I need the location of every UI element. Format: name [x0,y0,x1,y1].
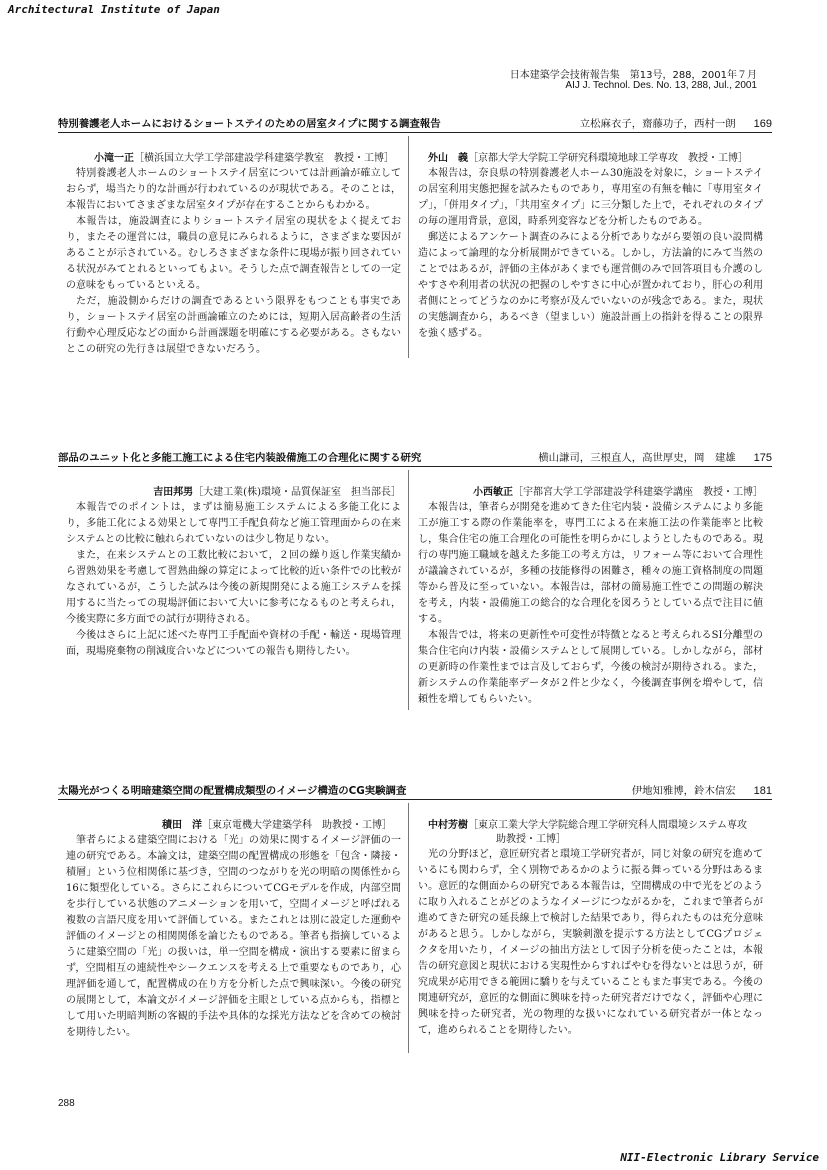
review-paragraph: 本報告では，将来の更新性や可変性が特徴となると考えられるSI分離型の集合住宅向け内装・設備システムとして展開している。しかしながら，部材の更新時の作業性までは言及しておらず，今後の検討が期待される。また，新システムの作業能率データが２件と少なく，今後調査事例を増やして，信頼性を増してもらいたい。 [418,630,763,705]
title-rule [58,132,772,133]
article-title: 太陽光がつくる明暗建築空間の配置構成類型のイメージ構造のCG実験調査 [58,785,407,797]
review-right [418,819,763,1039]
article-page: 169 [753,118,772,130]
review-paragraph: 本報告は，施設調査によりショートステイ居室の現状をよく捉えており，またその運営には，職員の意見にみられるように，さまざまな要因があることが示されている。むしろさまざまな条件に現場が振り回されている状況がみてとれるといってもよい。そうした点で調査報告としての一定の意味をもっているといえる。 [66,216,401,291]
journal-citation-en: AIJ J. Technol. Des. No. 13, 288, Jul., 2001 [565,80,757,91]
review-paragraph: 郵送によるアンケート調査のみによる分析でありながら要領の良い設問構造によって論理的な分析展開ができている。しかし，方法論的にみて当然のことではあるが，評価の主体があくまでも運営側のみで回答項目も介護のしやすさや利用者の状況の把握のしやすさに中心が置かれており，肝心の利用者側にとってどうなのかに考察が及んでいないのが残念である。また，現状の実態調査から，あるべき（望ましい）施設計画上の指針を得ることの限界を強く感ずる。 [418,232,763,339]
column-divider [408,136,409,358]
reviewer-affiliation: ［東京工業大学大学院総合理工学研究科人間環境システム専攻 [468,820,747,831]
review-paragraph: 今後はさらに上記に述べた専門工手配面や資材の手配・輸送・現場管理面，現場廃棄物の削減度合いなどについての報告も期待したい。 [66,630,401,657]
reviewer-affiliation: ［大建工業(株)環境・品質保証室 担当部長］ [193,487,401,498]
article-authors: 立松麻衣子，齋藤功子，西村一朗 [579,118,736,130]
reviewer-name: 吉田邦男 [153,487,194,498]
review-paragraph: 本報告は，奈良県の特別養護老人ホーム30施設を対象に，ショートステイの居室利用実態把握を試みたものであり，専用室の有無を軸に「専用室タイプ」，「併用タイプ」，「共用室タイプ」に三分類した上で，それぞれのタイプの毎の運用背景，意図，時系列変容などを分析したものである。 [418,168,763,227]
publisher-header: Architectural Institute of Japan [8,3,220,16]
article-title: 特別養護老人ホームにおけるショートステイのための居室タイプに関する調査報告 [58,118,441,130]
review-paragraph: 本報告でのポイントは，まずは簡易施工システムによる多能工化により，多能工化による効果として専門工手配負荷など施工管理面からの在来システムとの比較に触れられていないのは少し物足りない。 [66,502,401,545]
column-divider [408,470,409,710]
page-number: 288 [58,1098,75,1109]
footer-service: NII-Electronic Library Service [620,1151,819,1164]
review-paragraph: 筆者らによる建築空間における「光」の効果に関するイメージ評価の一連の研究である。本論文は，建築空間の配置構成の形態を「包含・隣接・積層」という位相関係に基づき，空間のつながりを光の明暗の関係性から16に類型化している。さらにこれらについてCGモデルを作成，内部空間を歩行している状態のアニメーションを用いて，空間イメージと呼ばれる複数の言語尺度を用いて評価している。またこれとは別に設定した運動や評価のイメージとの相関関係を論じたものである。筆者も指摘しているように建築空間の「光」の扱いは，単一空間を構成・演出する要素に留まらず，空間相互の連続性やシークエンスを考える上で重要なものであり，心理評価を通して，配置構成の在り方を分析した点で興味深い。今後の研究の展開として，本論文がイメージ評価を主眼としている点からも，指標として用いた明暗判断の客観的手法や具体的な採光方法などを含めての検討を期待したい。 [66,835,401,1038]
article-page: 181 [753,785,772,797]
title-rule [58,799,772,800]
reviewer-name: 小西敏正 [473,487,513,498]
article-title: 部品のユニット化と多能工施工による住宅内装設備施工の合理化に関する研究 [58,452,422,464]
reviewer-affiliation: 助教授・工博］ [496,834,566,845]
reviewer-name: 中村芳樹 [428,820,468,831]
article-authors: 横山謙司，三根直人，高世厚史，岡 建雄 [538,452,736,464]
reviewer-affiliation: ［横浜国立大学工学部建設学科建築学教室 教授・工博］ [134,153,394,164]
review-left [66,486,401,660]
reviewer-affiliation: ［宇都宮大学工学部建設学科建築学講座 教授・工博］ [513,487,763,498]
review-paragraph: ただ，施設側からだけの調査であるという限界をもつことも事実であり，ショートステイ居室の計画論確立のためには，短期入居高齢者の生活行動や心理反応などの面から計画課題を明確にする必要がある。さもないとこの研究の先行きは展望できないだろう。 [66,296,401,355]
article-page: 175 [753,452,772,464]
title-rule [58,466,772,467]
journal-citation-jp: 日本建築学会技術報告集 第13号，288，2001年７月 [509,70,757,81]
reviewer-affiliation: ［東京電機大学建築学科 助教授・工博］ [202,820,392,831]
reviewer-name: 積田 洋 [162,820,202,831]
review-paragraph: 光の分野ほど，意匠研究者と環境工学研究者が，同じ対象の研究を進めているにも関わらず，全く別物であるかのように振る舞っている分野はあるまい。意匠的な側面からの研究である本報告は，空間構成の中で光をどのように取り入れることがどのようなイメージにつながるかを，これまで筆者らが進めてきた研究の延長線上で検討した結果であり，得られたものは充分意味があると思う。しかしながら，実験刺激を提示する方法としてCGプロジェクタを用いたり，イメージの抽出方法として因子分析を使ったことは，本報告の研究意図と現状における実現性からすればやむを得ないとは思うが，研究成果が応用できる範囲に驕りを与えていることもまた事実である。今後の関連研究が，意匠的な側面に興味を持った研究者だけでなく，評価や心理に興味を持った研究者，光の物理的な扱いになれている研究者が一体となって，進められることを期待したい。 [418,849,763,1036]
review-left [66,152,401,358]
review-right [418,152,763,342]
review-paragraph: 本報告は，筆者らが開発を進めてきた住宅内装・設備システムにより多能工が施工する際の作業能率を，専門工による在来施工法の作業能率と比較し，集合住宅の施工合理化の可能性を明らかにしようとしたものである。現行の専門施工職域を越えた多能工の考え方は，リフォーム等において合理性が議論されているが，多種の技能修得の困難さ，種々の施工資格制度の問題等から普及に至っていない。本報告は，部材の簡易施工性でこの問題の解決を考え，内装・設備施工の総合的な合理化を図ろうとしている点で注目に値する。 [418,502,763,625]
article-authors: 伊地知雅博，鈴木信宏 [631,785,736,797]
review-left [66,819,401,1041]
column-divider [408,803,409,1053]
reviewer-name: 外山 義 [428,153,468,164]
reviewer-name: 小滝一正 [94,153,134,164]
review-paragraph: 特別養護老人ホームのショートステイ居室については計画論が確立しておらず，場当たり的な計画が行われているのが現状である。そのことは，本報告においてさまざまな居室タイプが存在することからもわかる。 [66,168,401,211]
review-right [418,486,763,708]
reviewer-affiliation: ［京都大学大学院工学研究科環境地球工学専攻 教授・工博］ [468,153,748,164]
review-paragraph: また，在来システムとの工数比較において，２回の繰り返し作業実績から習熟効果を考慮して習熟曲線の算定によって比較的近い条件での比較がなされているが，こうした試みは今後の新規開発による施工システムを採用するに当たっての現場評価において大いに参考になるものと考えられ，今後実際に多方面での試行が期待される。 [66,550,401,625]
